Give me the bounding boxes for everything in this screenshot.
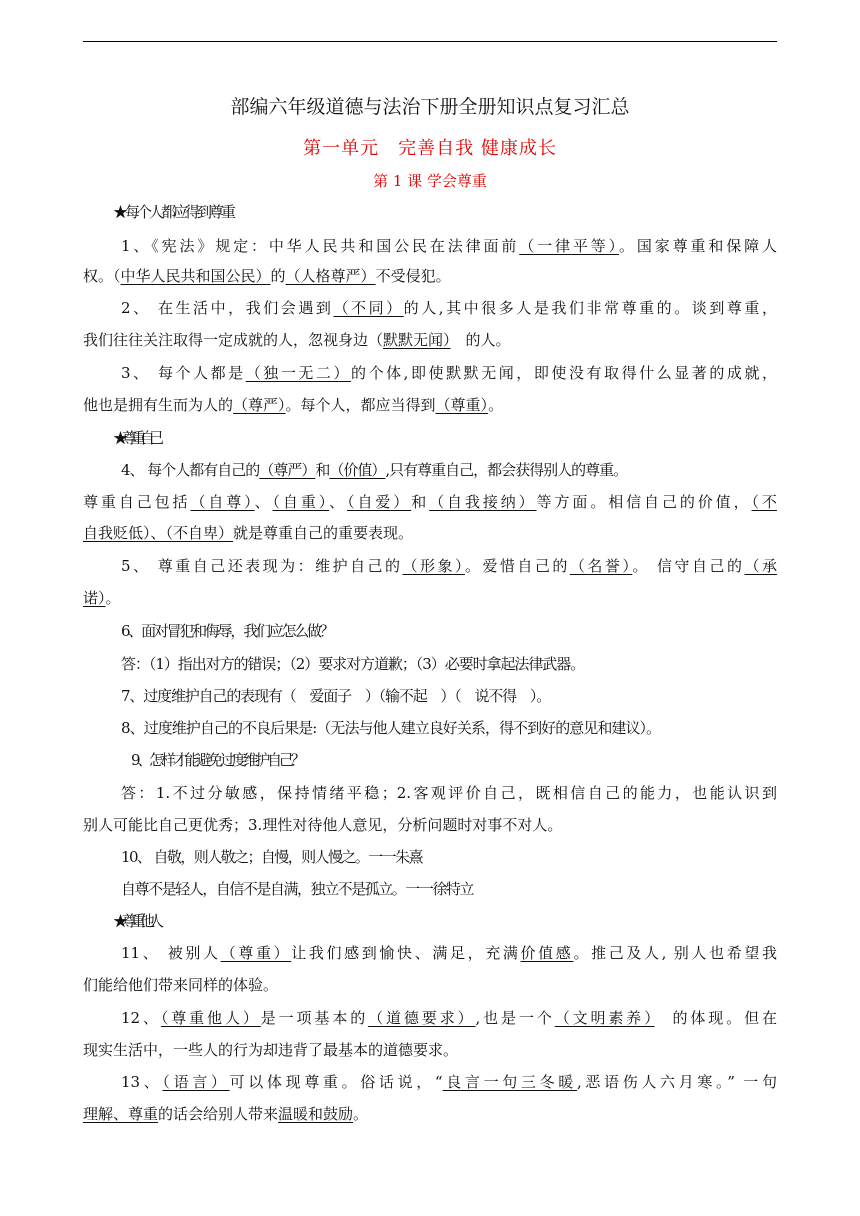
- text-segment: 6、面对冒犯和侮辱，我们应怎么做？: [121, 622, 333, 640]
- text-segment: 不受侵犯。: [375, 267, 451, 285]
- text-segment: 和: [315, 461, 330, 479]
- quote-line: [121, 847, 815, 867]
- underlined-answer: 中华人民共和国公民）: [120, 267, 271, 285]
- underlined-answer: 理解、尊重: [83, 1105, 159, 1123]
- paragraph-line: [121, 686, 815, 706]
- underlined-answer: （名誉）: [569, 557, 633, 575]
- question-line: [131, 750, 825, 770]
- underlined-answer: （一律平等）: [519, 237, 619, 255]
- text-segment: 的体现。但在: [654, 1009, 777, 1027]
- underlined-answer: （尊严）: [259, 461, 316, 479]
- underlined-answer: （尊重他人）: [160, 1009, 261, 1027]
- text-segment: 和: [411, 493, 430, 511]
- text-segment: 。: [353, 1105, 369, 1123]
- text-segment: 。: [488, 396, 504, 414]
- text-segment: 13、: [121, 1073, 163, 1091]
- underlined-answer: （不同）: [333, 299, 404, 317]
- underlined-answer: （价值）: [329, 461, 386, 479]
- paragraph-line: [121, 556, 777, 576]
- text-segment: 就是尊重自己的重要表现。: [233, 524, 414, 542]
- text-segment: 。 信守自己的: [632, 557, 745, 575]
- underlined-answer: （形象）: [402, 557, 465, 575]
- text-segment: 、: [329, 493, 348, 511]
- underlined-answer: （尊重）: [220, 944, 292, 962]
- text-segment: ,恶语伤人六月寒。” 一句: [576, 1073, 777, 1091]
- paragraph-line: [121, 943, 777, 963]
- underlined-answer: 自我贬低）、（不自卑）: [83, 524, 234, 542]
- underlined-answer: （自尊）: [190, 493, 255, 511]
- underlined-answer: （道德要求）: [368, 1009, 476, 1027]
- underlined-answer: 温暖和鼓励: [278, 1105, 354, 1123]
- text-segment: 们能给他们带来同样的体验。: [83, 976, 279, 994]
- document-title: 部编六年级道德与法治下册全册知识点复习汇总: [230, 96, 630, 118]
- paragraph-line: [121, 1008, 777, 1028]
- text-segment: 。国家尊重和保障人: [618, 237, 777, 255]
- paragraph-line: [83, 975, 777, 995]
- paragraph-line: [121, 718, 815, 738]
- text-segment: 等方面。相信自己的价值，: [536, 493, 752, 511]
- underlined-answer: （自爱）: [347, 493, 412, 511]
- text-segment: 9、怎样才能避免过度维护自己？: [131, 751, 303, 769]
- text-segment: 的人,其中很多人是我们非常尊重的。谈到尊重，: [403, 299, 777, 317]
- text-segment: 别人可能比自己更优秀；3.理性对待他人意见，分析问题时对事不对人。: [83, 816, 563, 834]
- paragraph-line: [83, 1040, 777, 1060]
- heading-star-everyone-respected: [113, 202, 807, 222]
- text-segment: 他也是拥有生而为人的: [83, 396, 234, 414]
- paragraph-line: [121, 298, 777, 318]
- underlined-answer: （自我接纳）: [429, 493, 537, 511]
- text-segment: 。推己及人, 别人也希望我: [573, 944, 777, 962]
- answer-line: [83, 815, 777, 835]
- text-segment: 2、 在生活中，我们会遇到: [121, 299, 334, 317]
- text-segment: 自尊不是轻人，自信不是自满，独立不是孤立。一一徐特立: [121, 880, 474, 898]
- text-segment: 答：（1）指出对方的错误；（2）要求对方道歉；（3）必要时拿起法律武器。: [121, 655, 585, 673]
- paragraph-line: [121, 460, 815, 480]
- underlined-answer: 诺）: [83, 589, 106, 607]
- text-segment: 现实生活中，一些人的行为却违背了最基本的道德要求。: [83, 1041, 459, 1059]
- text-segment: 。: [105, 589, 121, 607]
- text-segment: 的话会给别人带来: [158, 1105, 279, 1123]
- text-segment: 、: [254, 493, 273, 511]
- underlined-answer: （文明素养）: [554, 1009, 655, 1027]
- text-segment: 8、过度维护自己的不良后果是:（无法与他人建立良好关系，得不到好的意见和建议）。: [121, 719, 661, 737]
- paragraph-line: [83, 492, 777, 512]
- text-segment: ,只有尊重自己，都会获得别人的尊重。: [385, 461, 628, 479]
- underlined-answer: （不: [751, 493, 777, 511]
- lesson-heading: 第 1 课 学会尊重: [373, 172, 487, 190]
- underlined-answer: （尊重）: [435, 396, 489, 414]
- text-segment: 答：1.不过分敏感，保持情绪平稳；2.客观评价自己，既相信自己的能力，也能认识到: [121, 784, 777, 802]
- text-segment: 12、: [121, 1009, 161, 1027]
- text-segment: 我们往往关注取得一定成就的人，忽视身边（: [83, 331, 384, 349]
- underlined-answer: 默默无闻）: [383, 331, 451, 349]
- question-line: [121, 621, 815, 641]
- text-segment: 是一项基本的: [260, 1009, 369, 1027]
- paragraph-line: [83, 330, 777, 350]
- text-segment: ,也是一个: [475, 1009, 555, 1027]
- text-segment: 可以体现尊重。俗话说，“: [229, 1073, 443, 1091]
- paragraph-line: [121, 1072, 777, 1092]
- underlined-answer: （语言）: [162, 1073, 230, 1091]
- paragraph-line: [83, 1104, 777, 1124]
- text-segment: 11、 被别人: [121, 944, 221, 962]
- text-segment: 的: [270, 267, 286, 285]
- text-segment: 的人。: [450, 331, 511, 349]
- text-segment: 7、过度维护自己的表现有（ 爱面子 ）（输不起 ）（ 说不得 ）。: [121, 687, 551, 705]
- underlined-answer: 价值感: [520, 944, 574, 962]
- text-segment: 尊重自己包括: [83, 493, 191, 511]
- heading-star-respect-self: [113, 428, 807, 448]
- header-rule: [83, 41, 777, 42]
- underlined-answer: （承: [744, 557, 777, 575]
- paragraph-line: [121, 363, 777, 383]
- text-segment: 让我们感到愉快、满足，充满: [291, 944, 521, 962]
- paragraph-line: [83, 588, 777, 608]
- text-segment: ★每个人都应得到尊重: [113, 203, 234, 221]
- text-segment: 5、 尊重自己还表现为：维护自己的: [121, 557, 403, 575]
- text-segment: 。爱惜自己的: [464, 557, 570, 575]
- paragraph-line: [83, 523, 777, 543]
- answer-line: [121, 783, 777, 803]
- paragraph-line: [121, 236, 777, 256]
- text-segment: 10、 自敬，则人敬之；自慢，则人慢之。一一朱熹: [121, 848, 422, 866]
- paragraph-line: [83, 266, 777, 286]
- text-segment: 权。（: [83, 267, 121, 285]
- unit-heading: 第一单元 完善自我 健康成长: [303, 138, 557, 159]
- text-segment: 3、 每个人都是: [121, 364, 246, 382]
- underlined-answer: （独一无二）: [245, 364, 352, 382]
- answer-line: [121, 654, 815, 674]
- underlined-answer: 良言一句三冬暖: [442, 1073, 577, 1091]
- underlined-answer: （自重）: [272, 493, 330, 511]
- text-segment: ★尊重自己: [113, 429, 159, 447]
- paragraph-line: [83, 395, 777, 415]
- text-segment: 的个体,即使默默无闻，即使没有取得什么显著的成就，: [351, 364, 777, 382]
- underlined-answer: （人格尊严）: [285, 267, 376, 285]
- underlined-answer: （尊严）: [233, 396, 286, 414]
- quote-line: [121, 879, 815, 899]
- text-segment: 4、 每个人都有自己的: [121, 461, 260, 479]
- text-segment: 。每个人，都应当得到: [285, 396, 436, 414]
- text-segment: 1、《宪法》规定：中华人民共和国公民在法律面前: [121, 237, 520, 255]
- heading-star-respect-others: [113, 911, 807, 931]
- text-segment: ★尊重他人: [113, 912, 159, 930]
